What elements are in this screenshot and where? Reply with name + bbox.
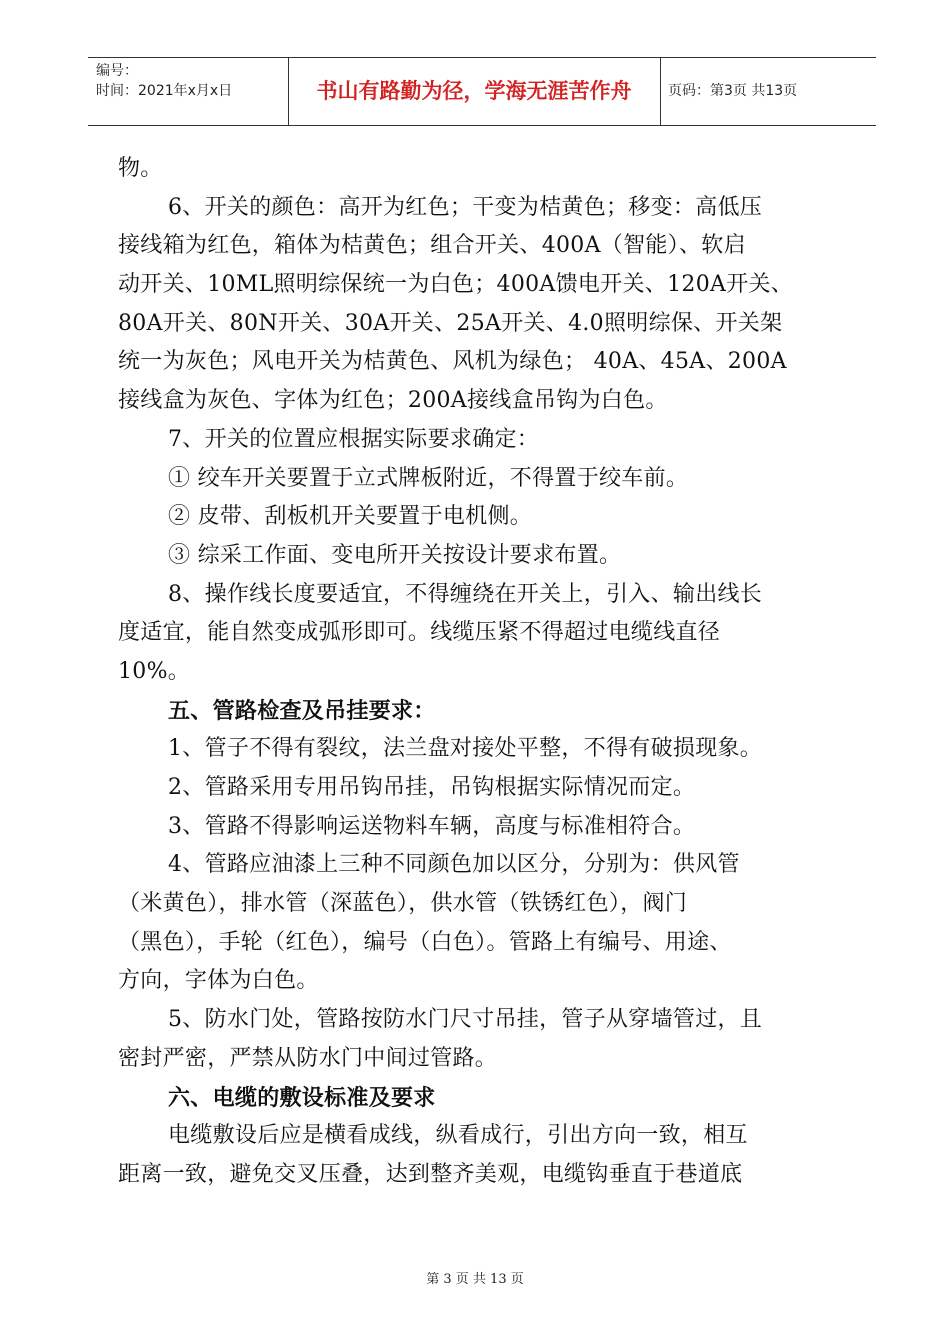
header-motto: 书山有路勤为径，学海无涯苦作舟 [288,58,661,125]
text-line: 物。 [118,156,163,181]
section-heading: 五、管路检查及吊挂要求： [168,697,436,724]
text-line: 动开关、10ML照明综保统一为白色；400A馈电开关、120A开关、 [118,272,794,298]
text-line: 密封严密，严禁从防水门中间过管路。 [118,1045,498,1071]
text-line: 接线盒为灰色、字体为红色；200A接线盒吊钩为白色。 [118,388,668,414]
page-footer: 第 3 页 共 13 页 [426,1272,524,1287]
text-line: 2、管路采用专用吊钩吊挂，吊钩根据实际情况而定。 [168,775,696,800]
text-line: 10%。 [118,658,191,684]
document-date: 时间：2021年x月x日 [96,83,233,99]
section-heading: 六、电缆的敷设标准及要求 [168,1084,436,1111]
text-line: 8、操作线长度要适宜，不得缠绕在开关上，引入、输出线长 [168,581,763,607]
text-line: 80A开关、80N开关、30A开关、25A开关、4.0照明综保、开关架 [118,310,783,336]
document-number-label: 编号： [96,63,138,79]
text-line: 电缆敷设后应是横看成线，纵看成行，引出方向一致，相互 [168,1123,748,1149]
header-meta [88,58,289,125]
text-line: 距离一致，避免交叉压叠，达到整齐美观，电缆钩垂直于巷道底 [118,1161,743,1187]
text-line: ① 绞车开关要置于立式牌板附近，不得置于绞车前。 [168,465,689,491]
text-line: 3、管路不得影响运送物料车辆，高度与标准相符合。 [168,813,696,839]
text-line: 6、开关的颜色：高开为红色；干变为桔黄色；移变：高低压 [168,194,763,220]
document-body [118,150,858,1195]
text-line: 4、管路应油漆上三种不同颜色加以区分，分别为：供风管 [168,852,740,878]
text-line: 统一为灰色；风电开关为桔黄色、风机为绿色； 40A、45A、200A [118,349,787,375]
text-line: 方向，字体为白色。 [118,968,319,994]
text-line: 度适宜，能自然变成弧形即可。线缆压紧不得超过电缆线直径 [118,620,721,646]
text-line: ② 皮带、刮板机开关要置于电机侧。 [168,504,533,530]
text-line: 5、防水门处，管路按防水门尺寸吊挂，管子从穿墙管过，且 [168,1007,763,1033]
text-line: （米黄色），排水管（深蓝色），供水管（铁锈红色），阀门 [118,891,688,917]
header-page-info: 页码：第3页 共13页 [668,83,798,99]
page-header [88,57,876,126]
text-line: 接线箱为红色，箱体为桔黄色；组合开关、400A（智能）、软启 [118,233,746,259]
text-line: 1、管子不得有裂纹，法兰盘对接处平整，不得有破损现象。 [168,736,763,762]
text-line: ③ 综采工作面、变电所开关按设计要求布置。 [168,542,622,568]
text-line: 7、开关的位置应根据实际要求确定： [168,426,540,452]
text-line: （黑色），手轮（红色），编号（白色）。管路上有编号、用途、 [118,929,732,955]
